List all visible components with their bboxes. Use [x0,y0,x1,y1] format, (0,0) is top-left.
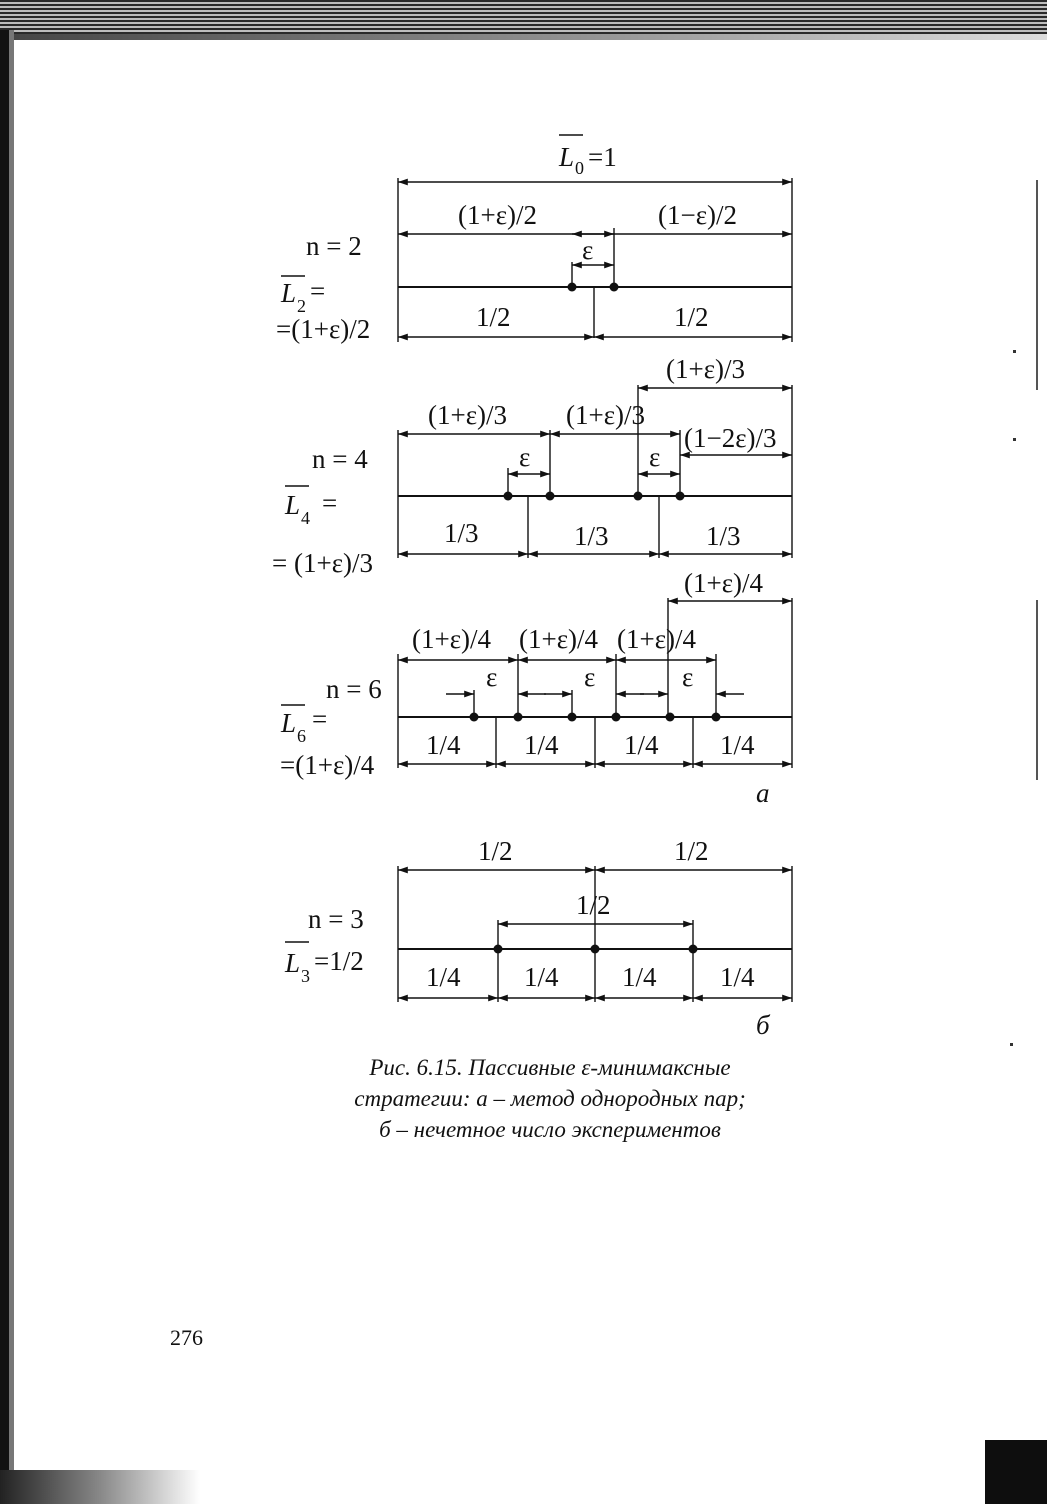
n4-eps-2: ε [649,442,661,472]
figure-caption [230,1052,870,1145]
n3-label: n = 3 [308,904,364,934]
n4-seg-1: 1/3 [444,518,479,548]
n4-top-right-dim: (1+ε)/3 [666,354,746,384]
L2-subscript: 2 [297,296,306,316]
n3-top-dim-1: 1/2 [478,836,513,866]
n4-dim-c: (1−2ε)/3 [684,423,777,453]
L2-value: =(1+ε)/2 [276,314,371,344]
n4-label: n = 4 [312,444,368,474]
n4-eps-1: ε [519,442,531,472]
L4-value: = (1+ε)/3 [272,548,374,578]
L3-symbol: L [285,948,301,978]
n6-top-right-dim: (1+ε)/4 [684,568,764,598]
scan-corner-bottom-right [985,1440,1047,1504]
n3-top-dim-2: 1/2 [674,836,709,866]
L0-symbol: L [559,142,575,172]
n6-eps-1: ε [486,662,498,692]
n6-seg-3: 1/4 [624,730,659,760]
L6-eq: = [312,704,328,734]
n4-dim-b: (1+ε)/3 [566,400,646,430]
n6-label: n = 6 [326,674,382,704]
L0-subscript: 0 [575,158,584,178]
n6-eps-2: ε [584,662,596,692]
n6-eps-3: ε [682,662,694,692]
n2-seg-2: 1/2 [674,302,709,332]
L4-subscript: 4 [301,508,310,528]
caption-line-3: б – нечетное число экспериментов [379,1117,721,1142]
page-number: 276 [170,1325,203,1350]
n2-eps: ε [582,235,594,265]
n4-seg-2: 1/3 [574,521,609,551]
panel-letter-a: а [756,778,770,808]
L4-symbol: L [285,490,301,520]
L6-symbol: L [281,708,297,738]
caption-line-1: Рис. 6.15. Пассивные ε-минимаксные [369,1055,731,1080]
L6-value: =(1+ε)/4 [280,750,375,780]
L3-subscript: 3 [301,966,310,986]
scan-speck [1010,1043,1013,1046]
n2-right-dim: (1−ε)/2 [658,200,738,230]
n6-seg-2: 1/4 [524,730,559,760]
L3-value: =1/2 [314,946,364,976]
L0-value: =1 [588,142,617,172]
n3-seg-1: 1/4 [426,962,461,992]
n3-mid-dim: 1/2 [576,890,611,920]
scan-corner-bottom-left [0,1470,200,1504]
L6-subscript: 6 [297,726,306,746]
L2-symbol: L [281,278,297,308]
n6-dim-3: (1+ε)/4 [617,624,697,654]
L2-eq: = [310,276,326,306]
n4-dim-a: (1+ε)/3 [428,400,508,430]
n4-seg-3: 1/3 [706,521,741,551]
L4-eq: = [322,488,338,518]
n6-dim-2: (1+ε)/4 [519,624,599,654]
n6-seg-1: 1/4 [426,730,461,760]
n3-seg-3: 1/4 [622,962,657,992]
n2-seg-1: 1/2 [476,302,511,332]
n2-label: n = 2 [306,231,362,261]
n2-left-dim: (1+ε)/2 [458,200,538,230]
n3-seg-4: 1/4 [720,962,755,992]
n3-seg-2: 1/4 [524,962,559,992]
n6-dim-1: (1+ε)/4 [412,624,492,654]
n6-seg-4: 1/4 [720,730,755,760]
panel-letter-b: б [756,1010,770,1040]
caption-line-2: стратегии: а – метод однородных пар; [354,1086,746,1111]
